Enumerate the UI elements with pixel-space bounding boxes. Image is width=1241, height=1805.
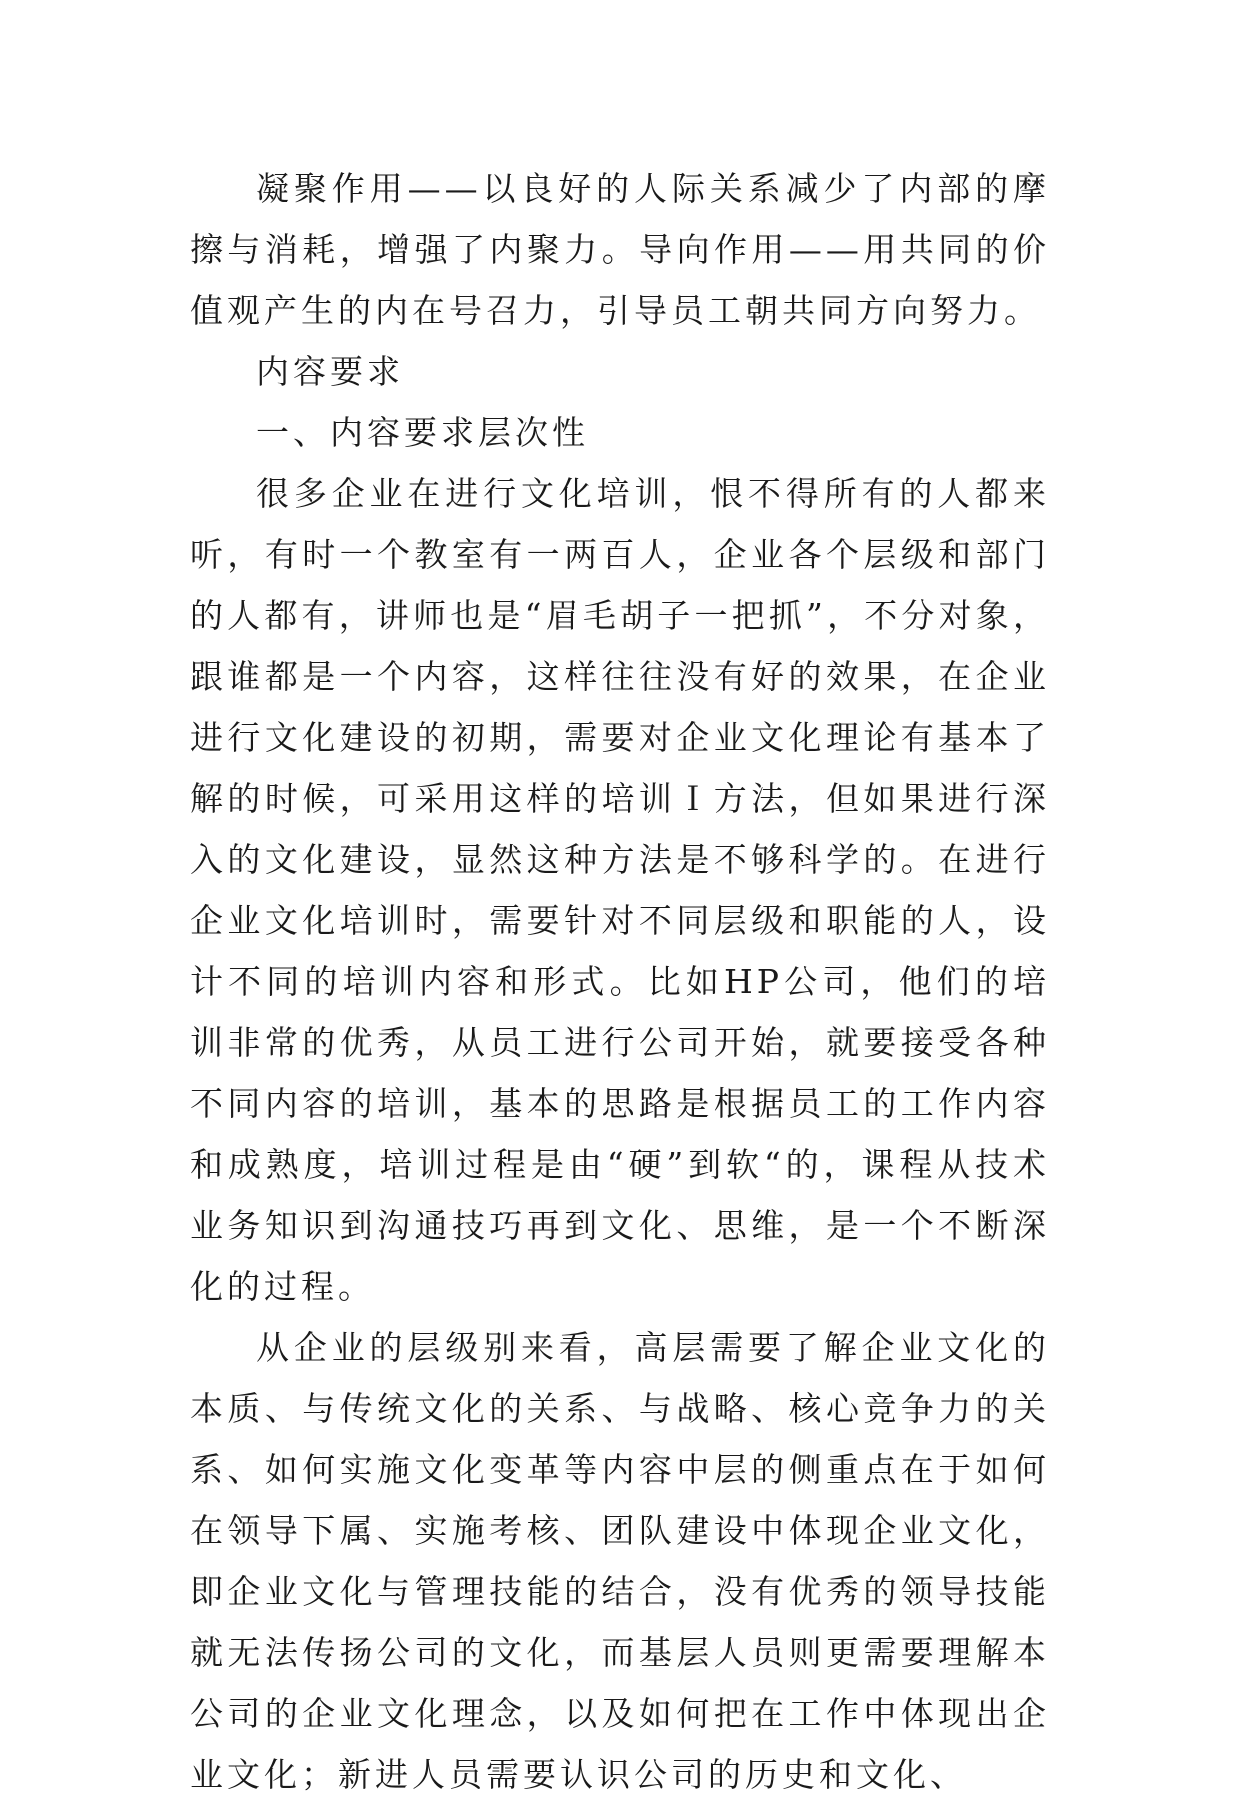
document-body — [190, 158, 1050, 1805]
paragraph-training-hierarchy: 很多企业在进行文化培训，恨不得所有的人都来听，有时一个教室有一两百人，企业各个层级和部门的人都有，讲师也是“眉毛胡子一把抓”，不分对象，跟谁都是一个内容，这样往往没有好的效果，在企业进行文化建设的初期，需要对企业文化理论有基本了解的时候，可采用这样的培训Ｉ方法，但如果进行深入的文化建设，显然这种方法是不够科学的。在进行企业文化培训时，需要针对不同层级和职能的人，设计不同的培训内容和形式。比如HP公司，他们的培训非常的优秀，从员工进行公司开始，就要接受各种不同内容的培训，基本的思路是根据员工的工作内容和成熟度，培训过程是由“硬”到软“的，课程从技术业务知识到沟通技巧再到文化、思维，是一个不断深化的过程。 — [190, 474, 1050, 1306]
paragraph-cohesion-guidance: 凝聚作用——以良好的人际关系减少了内部的摩擦与消耗，增强了内聚力。导向作用——用共同的价值观产生的内在号召力，引导员工朝共同方向努力。 — [190, 169, 1050, 330]
section-heading-content-requirements: 内容要求 — [256, 352, 404, 391]
subsection-heading-hierarchy: 一、内容要求层次性 — [256, 413, 589, 452]
paragraph-levels: 从企业的层级别来看，高层需要了解企业文化的本质、与传统文化的关系、与战略、核心竞争力的关系、如何实施文化变革等内容中层的侧重点在于如何在领导下属、实施考核、团队建设中体现企业文化，即企业文化与管理技能的结合，没有优秀的领导技能就无法传扬公司的文化，而基层人员则更需要理解本公司的企业文化理念，以及如何把在工作中体现出企业文化；新进人员需要认识公司的历史和文化、 — [190, 1328, 1050, 1794]
